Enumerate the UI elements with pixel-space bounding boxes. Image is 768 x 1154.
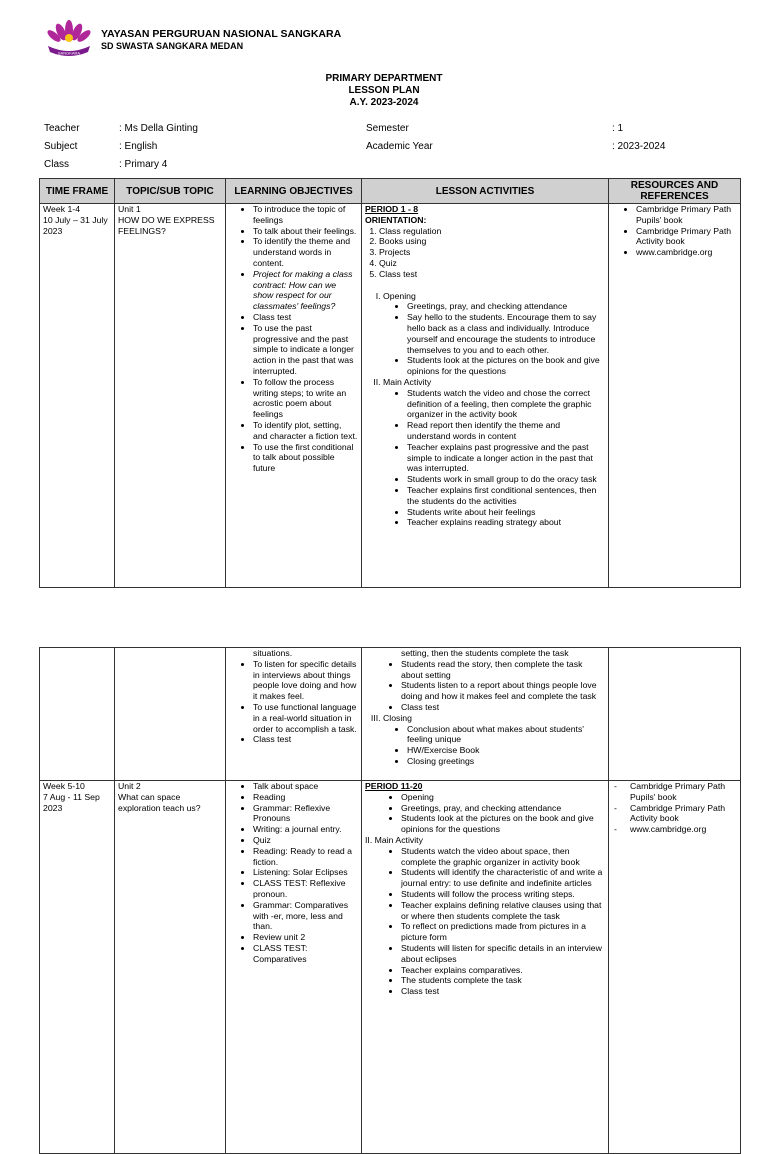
- list-item: • Say hello to the students. Encourage them to say hello back as a class and individually. Introduce yourself and encourage the students to introduce themselves to you and to each other.: [407, 312, 605, 355]
- foundation-name: YAYASAN PERGURUAN NASIONAL SANGKARA: [101, 28, 342, 40]
- list-item: • Reading: Ready to read a fiction.: [253, 846, 358, 868]
- list-item: • Students work in small group to do the oracy task: [407, 474, 605, 485]
- list-item: - www.cambridge.org: [630, 824, 737, 835]
- list-item: - Cambridge Primary Path Activity book: [630, 803, 737, 825]
- list-item: • Students will listen for specific details in an interview about eclipses: [401, 943, 605, 965]
- list-item: • Greetings, pray, and checking attendance: [407, 301, 605, 312]
- list-item: • Conclusion about what makes about students' feeling unique: [407, 724, 605, 746]
- list-item: • Teacher explains reading strategy about: [407, 517, 605, 528]
- list-item: • Listening: Solar Eclipses: [253, 867, 358, 878]
- subject-value: : English: [119, 141, 158, 152]
- objectives-cell: [226, 781, 362, 1154]
- list-item: • CLASS TEST: Reflexive pronoun.: [253, 878, 358, 900]
- lesson-plan-table: [39, 178, 741, 588]
- class-value: : Primary 4: [119, 159, 168, 170]
- table-row: [40, 781, 741, 1154]
- semester-value: : 1: [612, 123, 624, 134]
- list-item: • Teacher explains first conditional sentences, then the students do the activities: [407, 485, 605, 507]
- list-item: 4. Quiz: [379, 258, 605, 269]
- resources-cell: [609, 204, 741, 588]
- list-item: • Students listen to a report about things people love doing and how it makes feel and complete the task: [401, 680, 605, 702]
- list-item: • Teacher explains past progressive and the past simple to indicate a longer action in the past that was interrupted.: [407, 442, 605, 474]
- list-item: • Quiz: [253, 835, 358, 846]
- list-item: • To identify the theme and understand words in content.: [253, 236, 358, 268]
- week-range: Week 5-10: [43, 781, 85, 791]
- resources-cell: [609, 781, 741, 1154]
- main-activity-heading: II. Main Activity • Students watch the video and chose the correct definition of a feeling, then complete the graphic organizer in the activity book • Read report then identify the theme and understand words in content • Teacher explains past progressive and the past simple to indicate a longer action in the past that was interrupted. • Students work in small group to do the oracy task • Teacher explains first conditional sentences, then the students do the activities • Students write about heir feelings • Teacher explains reading strategy about: [383, 377, 605, 528]
- list-item: • Students watch the video about space, then complete the graphic organizer in activity book: [401, 846, 605, 868]
- column-header-activities: LESSON ACTIVITIES: [362, 179, 609, 204]
- list-item: • Greetings, pray, and checking attendance: [401, 803, 605, 814]
- list-item: • CLASS TEST: Comparatives: [253, 943, 358, 965]
- department-title: PRIMARY DEPARTMENT: [325, 73, 443, 84]
- time-frame-cell: [40, 204, 115, 588]
- list-item: • Class test: [401, 986, 605, 997]
- list-item: 1. Class regulation: [379, 226, 605, 237]
- school-logo: [44, 16, 94, 60]
- list-item: 3. Projects: [379, 247, 605, 258]
- list-item: • Talk about space: [253, 781, 358, 792]
- list-item: • Students look at the pictures on the book and give opinions for the questions: [401, 813, 605, 835]
- topic-cell: [115, 204, 226, 588]
- list-item: 2. Books using: [379, 236, 605, 247]
- table-row: [40, 648, 741, 781]
- list-item: • Writing: a journal entry.: [253, 824, 358, 835]
- activities-cell: [362, 204, 609, 588]
- list-item: • To reflect on predictions made from pictures in a picture form: [401, 921, 605, 943]
- topic-cell: [115, 648, 226, 781]
- list-item: • HW/Exercise Book: [407, 745, 605, 756]
- list-item: 5. Class test: [379, 269, 605, 280]
- list-item: • The students complete the task: [401, 975, 605, 986]
- semester-label: Semester: [366, 123, 409, 134]
- list-item: • Students will follow the process writing steps.: [401, 889, 605, 900]
- objectives-cell: [226, 204, 362, 588]
- list-item: • Opening: [401, 792, 605, 803]
- column-header-topic: TOPIC/SUB TOPIC: [115, 179, 226, 204]
- list-item: • Students look at the pictures on the book and give opinions for the questions: [407, 355, 605, 377]
- column-header-resources: RESOURCES AND REFERENCES: [609, 179, 741, 204]
- list-item: • To use functional language in a real-world situation in order to accomplish a task.: [253, 702, 358, 734]
- closing-heading: III. Closing • Conclusion about what makes about students' feeling unique • HW/Exercise Book • Closing greetings: [383, 713, 605, 767]
- date-range: 10 July – 31 July 2023: [43, 214, 108, 236]
- teacher-value: : Ms Della Ginting: [119, 123, 198, 134]
- list-item: - Cambridge Primary Path Pupils' book: [630, 781, 737, 803]
- unit-label: Unit 2: [118, 781, 141, 791]
- resources-cell: [609, 648, 741, 781]
- list-item: • Grammar: Comparatives with -er, more, less and than.: [253, 900, 358, 932]
- list-item: • To follow the process writing steps; to write an acrostic poem about feelings: [253, 377, 358, 420]
- time-frame-cell: [40, 648, 115, 781]
- list-item-continued: setting, then the students complete the task: [401, 648, 569, 658]
- list-item-continued: situations.: [253, 648, 293, 658]
- svg-text:SANGKARA: SANGKARA: [57, 50, 81, 56]
- week-range: Week 1-4: [43, 204, 81, 214]
- academic-year-label: Academic Year: [366, 141, 433, 152]
- list-item: • To talk about their feelings.: [253, 226, 358, 237]
- objectives-cell: [226, 648, 362, 781]
- list-item: • Read report then identify the theme and understand words in content: [407, 420, 605, 442]
- list-item: • Students will identify the characteristic of and write a journal entry: to use definite and indefinite articles: [401, 867, 605, 889]
- period-label: PERIOD 1 - 8: [365, 204, 419, 214]
- academic-year-title: A.Y. 2023-2024: [349, 97, 419, 108]
- list-item: • Students read the story, then complete the task about setting: [401, 659, 605, 681]
- opening-heading: I. Opening • Greetings, pray, and checking attendance • Say hello to the students. Encourage them to say hello back as a class and individually. Introduce yourself and encourage the students to introduce themselves to you and to each other. • Students look at the pictures on the book and give opinions for the questions: [383, 291, 605, 377]
- date-range: 7 Aug - 11 Sep 2023: [43, 791, 100, 813]
- school-name: SD SWASTA SANGKARA MEDAN: [101, 41, 244, 51]
- list-item: • Teacher explains comparatives.: [401, 965, 605, 976]
- list-item: • Class test: [253, 312, 358, 323]
- lesson-plan-table-continued: [39, 647, 741, 1154]
- table-row: [40, 204, 741, 588]
- list-item: • To use the past progressive and the past simple to indicate a longer action in the past that was interrupted.: [253, 323, 358, 377]
- list-item: • Teacher explains defining relative clauses using that or where then students complete the task: [401, 900, 605, 922]
- period-label: PERIOD 11-20: [365, 781, 423, 791]
- time-frame-cell: [40, 781, 115, 1154]
- list-item: • Class test: [253, 734, 358, 745]
- column-header-objectives: LEARNING OBJECTIVES: [226, 179, 362, 204]
- list-item: • Students watch the video and chose the correct definition of a feeling, then complete the graphic organizer in the activity book: [407, 388, 605, 420]
- list-item: • Cambridge Primary Path Pupils' book: [636, 204, 737, 226]
- class-label: Class: [44, 159, 70, 170]
- list-item: • To introduce the topic of feelings: [253, 204, 358, 226]
- list-item: • Students write about heir feelings: [407, 507, 605, 518]
- unit-title: HOW DO WE EXPRESS FEELINGS?: [118, 214, 215, 236]
- list-item: • Closing greetings: [407, 756, 605, 767]
- main-activity-heading: II. Main Activity: [365, 834, 423, 845]
- list-item: • To listen for specific details in interviews about things people love doing and how it makes feel.: [253, 659, 358, 702]
- list-item: • To use the first conditional to talk about possible future: [253, 442, 358, 474]
- unit-title: What can space exploration teach us?: [118, 791, 201, 813]
- column-header-time-frame: TIME FRAME: [40, 179, 115, 204]
- unit-label: Unit 1: [118, 204, 141, 214]
- list-item: • Project for making a class contract: How can we show respect for our classmates' feelings?: [253, 269, 358, 312]
- list-item: • Reading: [253, 792, 358, 803]
- list-item: • www.cambridge.org: [636, 247, 737, 258]
- topic-cell: [115, 781, 226, 1154]
- teacher-label: Teacher: [44, 123, 80, 134]
- document-title: LESSON PLAN: [348, 85, 420, 96]
- academic-year-value: : 2023-2024: [612, 141, 666, 152]
- list-item: • Review unit 2: [253, 932, 358, 943]
- list-item: • Class test: [401, 702, 605, 713]
- list-item: • Grammar: Reflexive Pronouns: [253, 803, 358, 825]
- orientation-label: ORIENTATION:: [365, 214, 427, 225]
- list-item: • To identify plot, setting, and character a fiction text.: [253, 420, 358, 442]
- activities-cell: [362, 648, 609, 781]
- activities-cell: [362, 781, 609, 1154]
- list-item: • Cambridge Primary Path Activity book: [636, 226, 737, 248]
- subject-label: Subject: [44, 141, 78, 152]
